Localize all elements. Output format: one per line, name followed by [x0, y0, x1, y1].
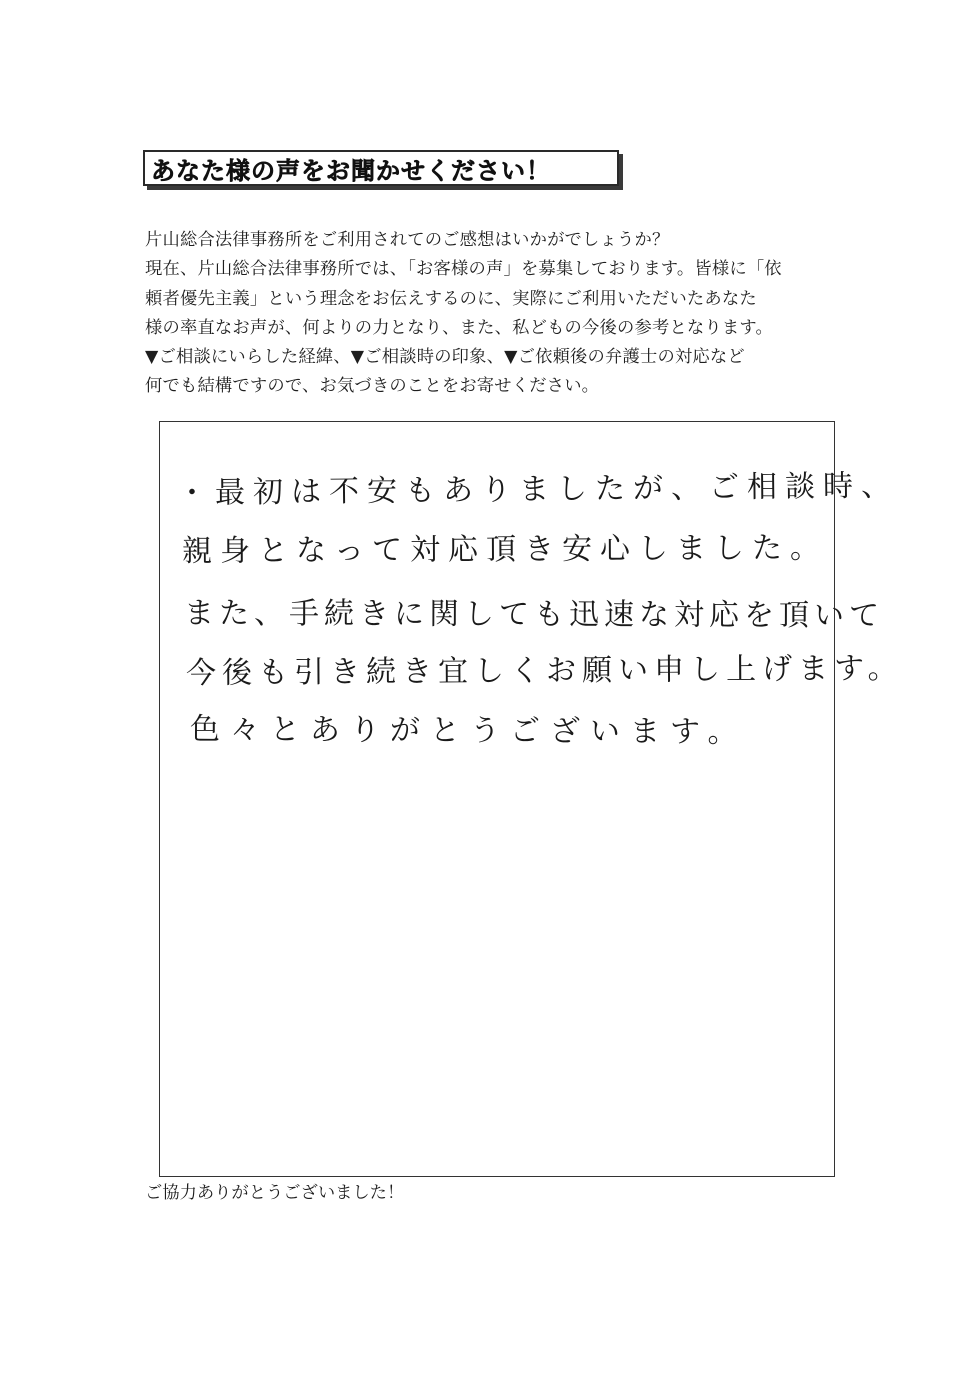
- intro-line: 何でも結構ですので、お気づきのことをお寄せください。: [145, 376, 600, 397]
- intro-line: 様の率直なお声が、何よりの力となり、また、私どもの今後の参考となります。: [145, 317, 773, 338]
- title-box: [143, 150, 619, 186]
- comment-box: [159, 421, 904, 1177]
- intro-line: 頼者優先主義」という理念をお伝えするのに、実際にご利用いただいたあなた: [145, 288, 757, 309]
- page-title: あなた様の声をお聞かせください！: [151, 156, 551, 185]
- handwritten-line: 親身となって対応頂き安心しました。: [181, 530, 829, 569]
- closing-thanks: ご協力ありがとうございました！: [145, 1183, 405, 1203]
- handwritten-line: 色々とありがとうございます。: [189, 712, 748, 750]
- intro-line: 現在、片山総合法律事務所では、「お客様の声」を募集しております。皆様に「依: [145, 259, 782, 280]
- intro-line: 片山総合法律事務所をご利用されてのご感想はいかがでしょうか？: [145, 230, 670, 250]
- intro-line: ▼ご相談にいらした経緯、▼ご相談時の印象、▼ご依頼後の弁護士の対応など: [145, 347, 745, 368]
- handwritten-line: 今後も引き続き宜しくお願い申し上げます。: [185, 650, 904, 691]
- handwritten-line: ・最初は不安もありましたが、ご相談時、: [176, 468, 900, 511]
- handwritten-line: また、手続きに関しても迅速な対応を頂いて: [183, 596, 885, 634]
- intro-text: [145, 226, 845, 402]
